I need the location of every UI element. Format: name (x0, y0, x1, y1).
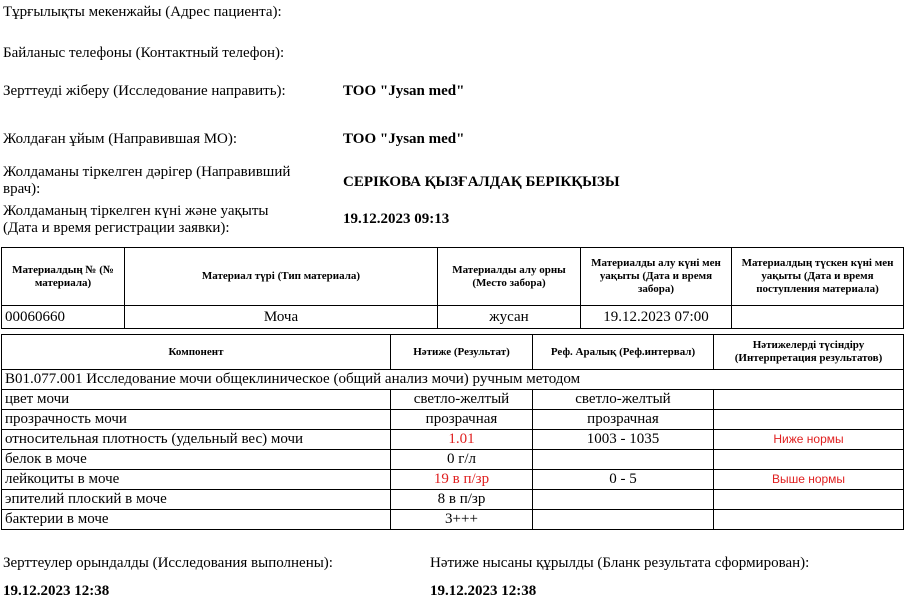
interpretation-cell (714, 510, 904, 530)
material-table (1, 247, 904, 329)
collection-place-cell: жусан (438, 306, 581, 329)
material-type-header: Материал түрі (Тип материала) (125, 248, 438, 306)
result-cell-abnormal: 1.01 (391, 430, 533, 450)
interpretation-cell-below-norm: Ниже нормы (714, 430, 904, 450)
collection-place-header: Материалды алу орны (Место забора) (438, 248, 581, 306)
form-created-label: Нәтиже нысаны құрылды (Бланк результата сформирован): (430, 555, 810, 571)
send-label: Зерттеуді жіберу (Исследование направить): (3, 83, 286, 99)
reference-cell (533, 510, 714, 530)
address-label: Тұрғылықты мекенжайы (Адрес пациента): (3, 4, 282, 20)
reference-cell: прозрачная (533, 410, 714, 430)
component-cell: эпителий плоский в моче (2, 490, 391, 510)
collection-date-header: Материалды алу күні мен уақыты (Дата и время забора) (581, 248, 732, 306)
org-label: Жолдаған ұйым (Направившая МО): (3, 131, 238, 147)
interpretation-cell (714, 490, 904, 510)
result-cell: 0 г/л (391, 450, 533, 470)
interpretation-cell (714, 410, 904, 430)
collection-date-cell: 19.12.2023 07:00 (581, 306, 732, 329)
table-row (2, 490, 904, 510)
tests-done-value: 19.12.2023 12:38 (3, 583, 110, 599)
registration-label: Жолдаманың тіркелген күні және уақыты (Дата и время регистрации заявки): (3, 203, 269, 236)
form-created-value: 19.12.2023 12:38 (430, 583, 537, 599)
interpretation-cell (714, 390, 904, 410)
table-row (2, 430, 904, 450)
reference-cell (533, 450, 714, 470)
reference-header: Реф. Аралық (Реф.интервал) (533, 335, 714, 370)
table-row (2, 510, 904, 530)
interpretation-header: Нәтижелерді түсіндіру (Интерпретация результатов) (714, 335, 904, 370)
component-header: Компонент (2, 335, 391, 370)
component-cell: относительная плотность (удельный вес) мочи (2, 430, 391, 450)
result-cell: 8 в п/зр (391, 490, 533, 510)
section-title: B01.077.001 Исследование мочи общеклиническое (общий анализ мочи) ручным методом (2, 370, 904, 390)
table-row (2, 470, 904, 490)
table-row (2, 390, 904, 410)
reference-cell: светло-желтый (533, 390, 714, 410)
reference-cell: 1003 - 1035 (533, 430, 714, 450)
receipt-date-cell (732, 306, 904, 329)
component-cell: белок в моче (2, 450, 391, 470)
org-value: ТОО "Jysan med" (343, 131, 465, 147)
table-row (2, 410, 904, 430)
reference-cell (533, 490, 714, 510)
tests-done-label: Зерттеулер орындалды (Исследования выполнены): (3, 555, 333, 571)
material-number-cell: 00060660 (2, 306, 125, 329)
component-cell: цвет мочи (2, 390, 391, 410)
send-value: ТОО "Jysan med" (343, 83, 465, 99)
material-type-cell: Моча (125, 306, 438, 329)
registration-value: 19.12.2023 09:13 (343, 211, 450, 227)
result-cell: 3+++ (391, 510, 533, 530)
doctor-value: СЕРІКОВА ҚЫЗҒАЛДАҚ БЕРІКҚЫЗЫ (343, 174, 620, 190)
component-cell: лейкоциты в моче (2, 470, 391, 490)
material-number-header: Материалдың № (№ материала) (2, 248, 125, 306)
result-header: Нәтиже (Результат) (391, 335, 533, 370)
component-cell: прозрачность мочи (2, 410, 391, 430)
result-cell: светло-желтый (391, 390, 533, 410)
phone-label: Байланыс телефоны (Контактный телефон): (3, 45, 285, 61)
reference-cell: 0 - 5 (533, 470, 714, 490)
result-cell: прозрачная (391, 410, 533, 430)
interpretation-cell (714, 450, 904, 470)
table-row (2, 450, 904, 470)
results-table (1, 334, 904, 530)
receipt-date-header: Материалдың түскен күні мен уақыты (Дата и время поступления материала) (732, 248, 904, 306)
component-cell: бактерии в моче (2, 510, 391, 530)
result-cell-abnormal: 19 в п/зр (391, 470, 533, 490)
doctor-label: Жолдаманы тіркелген дәрігер (Направивший врач): (3, 164, 291, 197)
interpretation-cell-above-norm: Выше нормы (714, 470, 904, 490)
